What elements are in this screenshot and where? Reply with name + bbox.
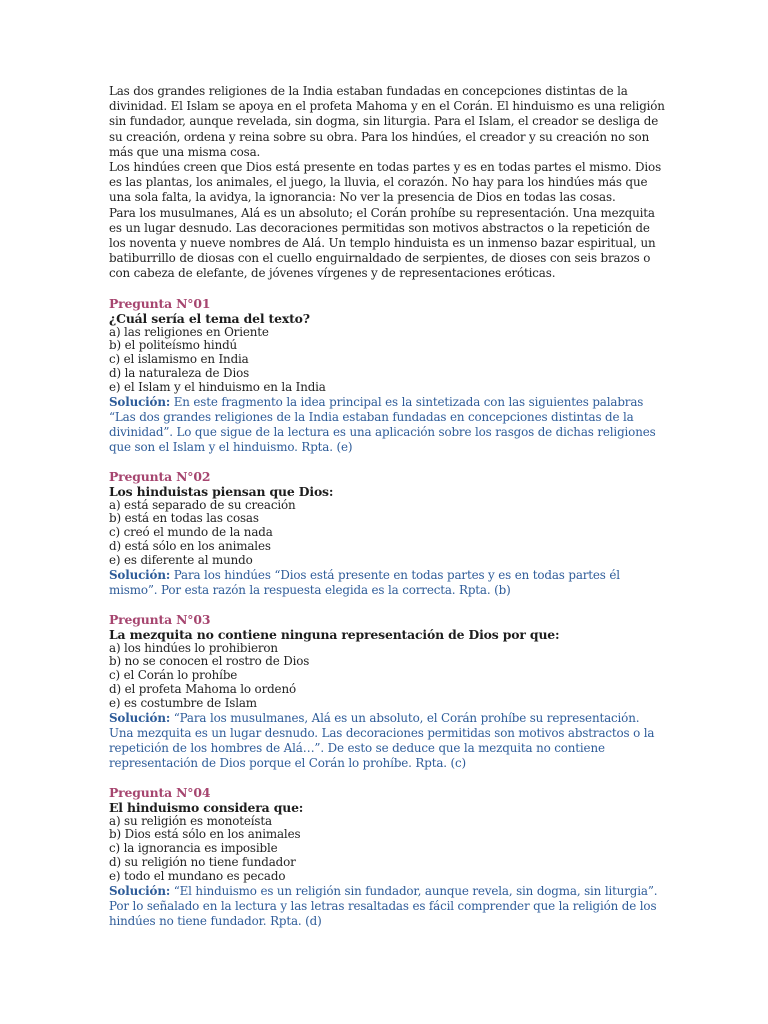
answer-option: d) está sólo en los animales <box>109 539 271 554</box>
answer-option: c) el Corán lo prohíbe <box>109 668 238 683</box>
answer-option: c) creó el mundo de la nada <box>109 525 273 540</box>
solution-body: En este fragmento la idea principal es la sintetizada con las siguientes palabras “Las dos grandes religiones de la India estaban fundadas en concepciones distintas de la divinidad”. Lo que sigue de la lectura es una aplicación sobre los rasgos de dichas religiones que son el Islam y el hinduismo. Rpta. (e) <box>109 394 656 454</box>
answer-option: b) no se conocen el rostro de Dios <box>109 654 310 669</box>
question-2 <box>109 469 665 598</box>
answer-option: a) está separado de su creación <box>109 497 296 512</box>
answer-option: d) la naturaleza de Dios <box>109 366 250 381</box>
solution-text <box>109 568 665 598</box>
answer-option: b) el politeísmo hindú <box>109 338 238 353</box>
solution-text <box>109 711 665 771</box>
solution-text <box>109 884 665 929</box>
answer-option: a) su religión es monoteísta <box>109 813 272 828</box>
answer-option: c) la ignorancia es imposible <box>109 841 278 856</box>
solution-label: Solución: <box>109 567 171 582</box>
question-heading: Pregunta N°04 <box>109 784 211 800</box>
solution-body: “Para los musulmanes, Alá es un absoluto, el Corán prohíbe su representación. Una mezquita es un lugar desnudo. Las decoraciones permitidas son motivos abstractos o la repetición de los hombres de Alá…”. De esto se deduce que la mezquita no contiene representación de Dios porque el Corán lo prohíbe. Rpta. (c) <box>109 710 655 770</box>
question-3 <box>109 612 665 771</box>
answer-option: b) Dios está sólo en los animales <box>109 827 301 842</box>
solution-body: Para los hindúes “Dios está presente en todas partes y es en todas partes él mismo”. Por esta razón la respuesta elegida es la correcta. Rpta. (b) <box>109 567 620 597</box>
answer-option: e) es costumbre de Islam <box>109 695 257 710</box>
answer-option: c) el islamismo en India <box>109 352 249 367</box>
question-stem: El hinduismo considera que: <box>109 799 304 815</box>
question-1 <box>109 296 665 455</box>
answer-option: e) todo el mundano es pecado <box>109 868 286 883</box>
solution-body: “El hinduismo es un religión sin fundador, aunque revela, sin dogma, sin liturgia”. Por lo señalado en la lectura y las letras resaltadas es fácil comprender que la religión de los hindúes no tiene fundador. Rpta. (d) <box>109 883 658 928</box>
solution-label: Solución: <box>109 710 171 725</box>
solution-label: Solución: <box>109 394 171 409</box>
question-heading: Pregunta N°01 <box>109 295 211 311</box>
answer-option: d) el profeta Mahoma lo ordenó <box>109 682 296 696</box>
passage-paragraph: Las dos grandes religiones de la India estaban fundadas en concepciones distintas de la divinidad. El Islam se apoya en el profeta Mahoma y en el Corán. El hinduismo es una religión sin fundador, aunque revelada, sin dogma, sin liturgia. Para el Islam, el creador se desliga de su creación, ordena y reina sobre su obra. Para los hindúes, el creador y su creación no son más que una misma cosa. <box>109 84 665 159</box>
solution-label: Solución: <box>109 883 171 898</box>
answer-option: a) las religiones en Oriente <box>109 324 269 339</box>
answer-option: e) el Islam y el hinduismo en la India <box>109 379 326 394</box>
document-content <box>109 84 665 929</box>
question-stem: ¿Cuál sería el tema del texto? <box>109 310 310 326</box>
passage-paragraph: Los hindúes creen que Dios está presente en todas partes y es en todas partes el mismo. Dios es las plantas, los animales, el juego, la lluvia, el corazón. No hay para los hindúes más que una sola falta, la avidya, la ignorancia: No ver la presencia de Dios en todas las cosas. <box>109 160 662 205</box>
question-heading: Pregunta N°03 <box>109 611 211 627</box>
question-stem: Los hinduistas piensan que Dios: <box>109 483 334 499</box>
question-heading: Pregunta N°02 <box>109 468 211 484</box>
answer-option: e) es diferente al mundo <box>109 552 253 567</box>
answer-option: b) está en todas las cosas <box>109 511 259 526</box>
answer-option: a) los hindúes lo prohibieron <box>109 640 278 655</box>
passage-paragraph: Para los musulmanes, Alá es un absoluto; el Corán prohíbe su representación. Una mezquita es un lugar desnudo. Las decoraciones permitidas son motivos abstractos o la repetición de los noventa y nueve nombres de Alá. Un templo hinduista es un inmenso bazar espiritual, un batiburrillo de diosas con el cuello enguirnaldado de serpientes, de dioses con seis brazos o con cabeza de elefante, de jóvenes vírgenes y de representaciones eróticas. <box>109 205 656 281</box>
question-stem: La mezquita no contiene ninguna representación de Dios por que: <box>109 626 560 642</box>
reading-passage <box>109 84 665 282</box>
question-4 <box>109 785 665 929</box>
solution-text <box>109 395 665 455</box>
answer-option: d) su religión no tiene fundador <box>109 854 296 869</box>
